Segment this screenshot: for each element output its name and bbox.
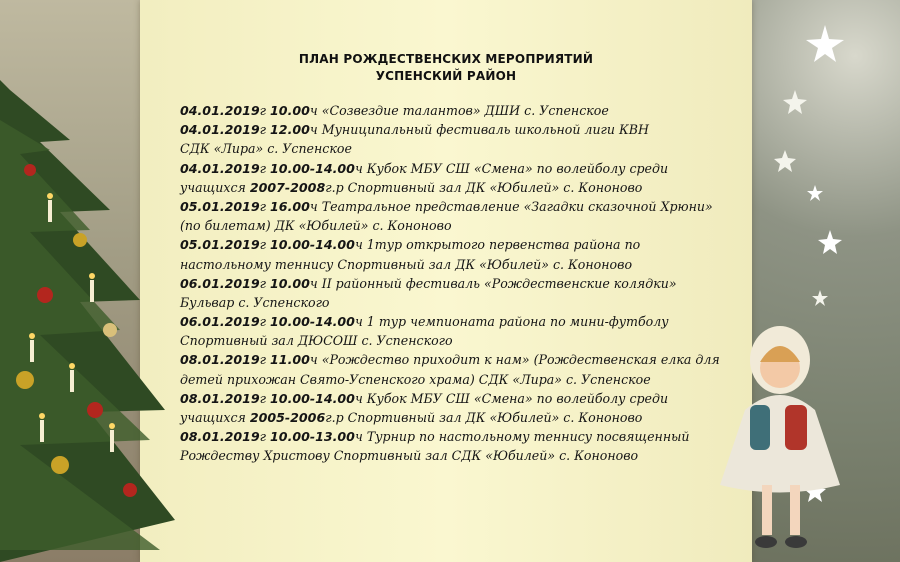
- event-line: 04.01.2019г 10.00-14.00ч Кубок МБУ СШ «Смена» по волейболу среди: [180, 160, 669, 176]
- event-line: настольному теннису Спортивный зал ДК «Юбилей» с. Кононово: [180, 256, 633, 272]
- event-line: учащихся 2007-2008г.р Спортивный зал ДК «Юбилей» с. Кононово: [180, 179, 643, 195]
- event-line: (по билетам) ДК «Юбилей» с. Кононово: [180, 218, 452, 234]
- event-line: Спортивный зал ДЮСОШ с. Успенского: [180, 333, 453, 349]
- event-line: СДК «Лира» с. Успенское: [180, 141, 352, 157]
- event-line: 05.01.2019г 10.00-14.00ч 1тур открытого первенства района по: [180, 237, 641, 253]
- event-line: 08.01.2019г 10.00-13.00ч Турнир по настольному теннису посвященный: [180, 429, 690, 445]
- event-line: 08.01.2019г 11.00ч «Рождество приходит к нам» (Рождественская елка для: [180, 352, 720, 368]
- plan-title: ПЛАН РОЖДЕСТВЕНСКИХ МЕРОПРИЯТИЙ: [298, 52, 594, 66]
- event-line: 05.01.2019г 16.00ч Театральное представление «Загадки сказочной Хрюни»: [180, 198, 713, 214]
- event-line: 06.01.2019г 10.00-14.00ч 1 тур чемпионата района по мини-футболу: [180, 314, 669, 330]
- event-line: 04.01.2019г 12.00ч Муниципальный фестиваль школьной лиги КВН: [180, 122, 650, 138]
- christmas-tree-illustration: [0, 80, 180, 562]
- event-line: детей прихожан Свято-Успенского храма) СДК «Лира» с. Успенское: [180, 371, 651, 387]
- district-title: УСПЕНСКИЙ РАЙОН: [375, 69, 517, 83]
- event-line: Бульвар с. Успенского: [180, 294, 330, 310]
- event-line: 06.01.2019г 10.00ч II районный фестиваль «Рождественские колядки»: [180, 275, 677, 291]
- event-line: Рождеству Христову Спортивный зал СДК «Юбилей» с. Кононово: [180, 448, 639, 464]
- event-line: учащихся 2005-2006г.р Спортивный зал ДК «Юбилей» с. Кононово: [180, 410, 643, 425]
- event-line: 08.01.2019г 10.00-14.00ч Кубок МБУ СШ «Смена» по волейболу среди: [180, 390, 669, 406]
- events-list: [180, 101, 750, 466]
- event-line: 04.01.2019г 10.00ч «Созвездие талантов» ДШИ с. Успенское: [180, 103, 609, 118]
